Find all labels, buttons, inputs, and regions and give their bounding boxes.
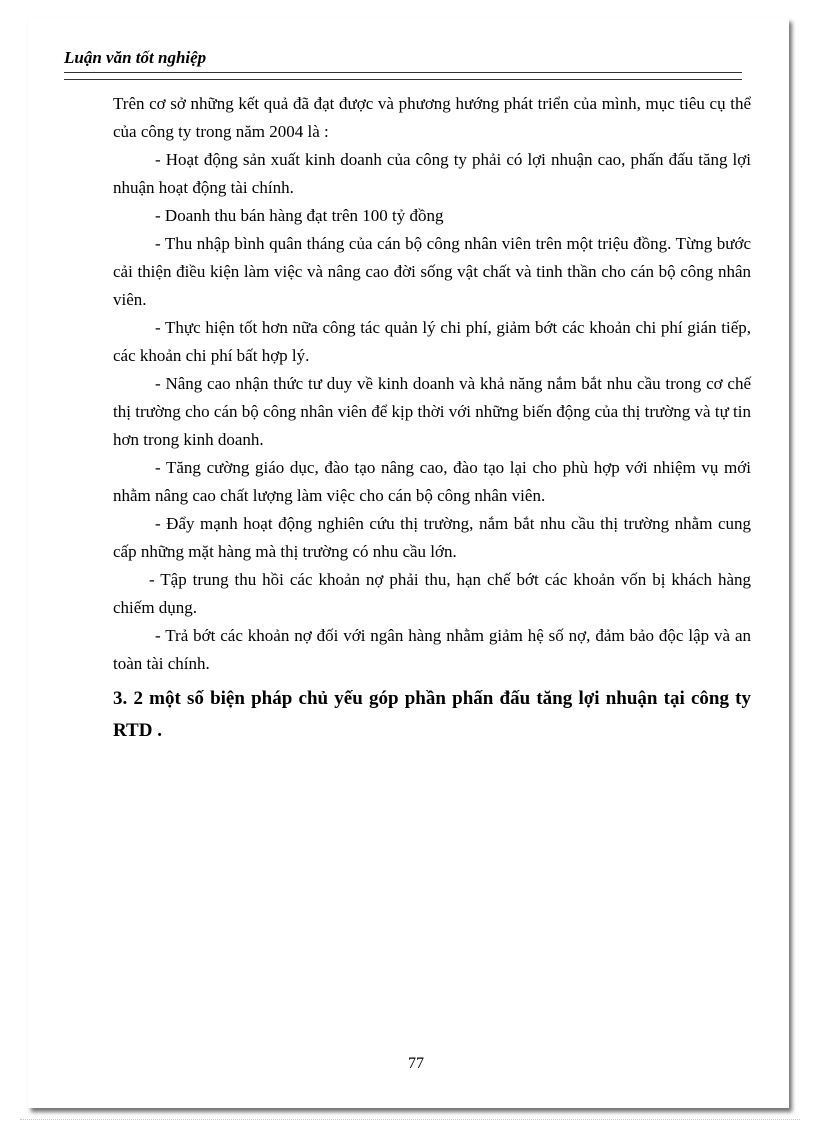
paragraph-item-revenue: - Doanh thu bán hàng đạt trên 100 tỷ đồng [155, 206, 444, 225]
paragraph-item-market-research: - Đẩy mạnh hoạt động nghiên cứu thị trường, nắm bắt nhu cầu thị trường nhằm cung cấp những mặt hàng mà thị trường có nhu cầu lớn. [113, 514, 751, 561]
header-double-rule [64, 72, 742, 80]
page-number: 77 [408, 1055, 424, 1072]
paragraph-item-debt: - Trả bớt các khoản nợ đối với ngân hàng nhằm giảm hệ số nợ, đảm bảo độc lập và an toàn tài chính. [113, 626, 751, 673]
paragraph-item-income: - Thu nhập bình quân tháng của cán bộ công nhân viên trên một triệu đồng. Từng bước cải thiện điều kiện làm việc và nâng cao đời sống vật chất và tinh thần cho cán bộ công nhân viên. [113, 234, 751, 309]
body-text [113, 90, 751, 747]
paragraph-intro: Trên cơ sở những kết quả đã đạt được và phương hướng phát triển của mình, mục tiêu cụ thể của công ty trong năm 2004 là : [113, 94, 751, 141]
paragraph-item-receivables: - Tập trung thu hồi các khoản nợ phải thu, hạn chế bớt các khoản vốn bị khách hàng chiếm dụng. [113, 570, 751, 617]
paragraph-item-cost: - Thực hiện tốt hơn nữa công tác quản lý chi phí, giảm bớt các khoản chi phí gián tiếp, các khoản chi phí bất hợp lý. [113, 318, 751, 365]
page-boundary [20, 1119, 800, 1121]
paragraph-item-training: - Tăng cường giáo dục, đào tạo nâng cao, đào tạo lại cho phù hợp với nhiệm vụ mới nhằm nâng cao chất lượng làm việc cho cán bộ công nhân viên. [113, 458, 751, 505]
paragraph-item-profit: - Hoạt động sản xuất kinh doanh của công ty phải có lợi nhuận cao, phấn đấu tăng lợi nhuận hoạt động tài chính. [113, 150, 751, 197]
section-heading: 3. 2 một số biện pháp chủ yếu góp phần phấn đấu tăng lợi nhuận tại công ty RTD . [113, 688, 751, 741]
paragraph-item-awareness: - Nâng cao nhận thức tư duy về kinh doanh và khả năng nắm bắt nhu cầu trong cơ chế thị trường cho cán bộ công nhân viên để kịp thời với những biến động của thị trường và tự tin hơn trong kinh doanh. [113, 374, 751, 449]
running-header-title: Luận văn tốt nghiệp [64, 48, 207, 67]
